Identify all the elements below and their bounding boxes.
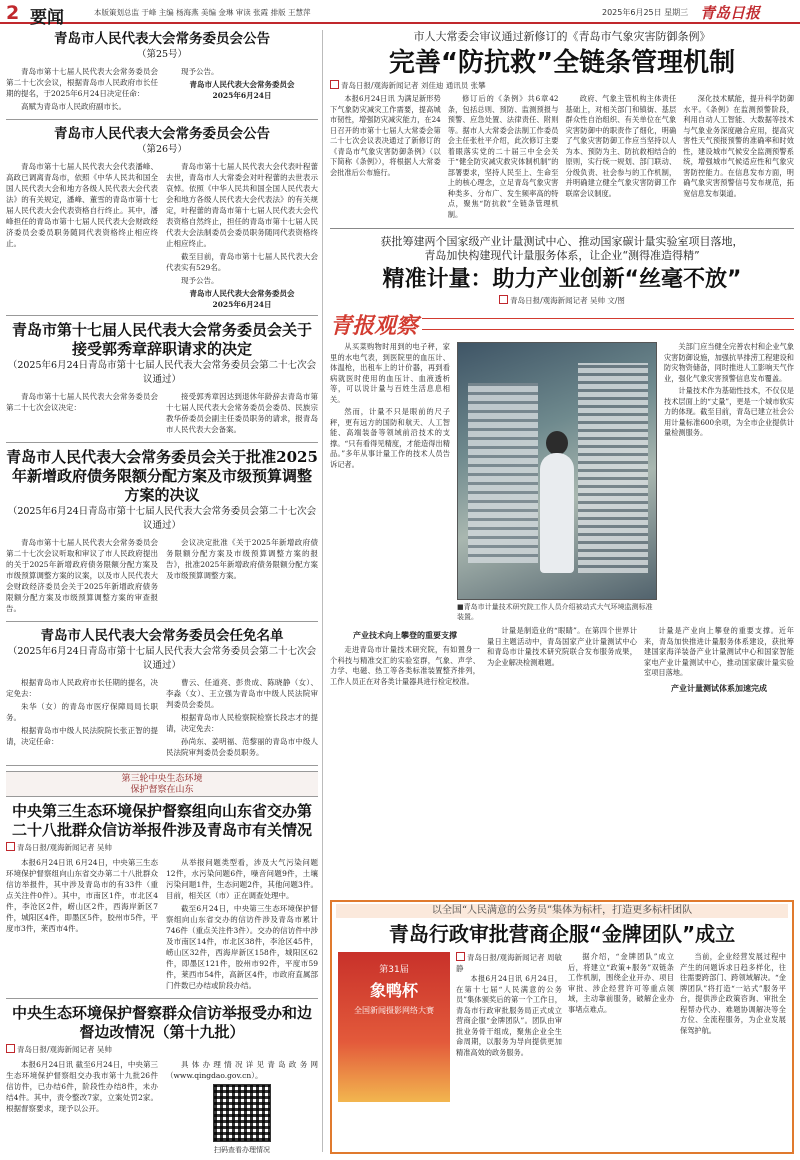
article-subheading: 产业计量测试体系加速完成 [671, 682, 767, 693]
article-text: 孙尚东、姜明福、范黎丽的青岛市中级人民法院审判委员会委员职务。 [166, 737, 318, 757]
article-text: 根据青岛市人民检察院检察长段志才的提请，决定免去： [166, 713, 318, 733]
notice-26 [6, 125, 318, 316]
contest-advert[interactable] [338, 952, 450, 1102]
article-kicker: 以全国“人民满意的公务员”集体为标杆，打造更多标杆团队 [336, 904, 788, 918]
byline-icon [6, 842, 15, 851]
series-banner-line: 保护督察在山东 [130, 785, 194, 795]
advert-text: 全国新闻摄影网络大赛 [354, 1006, 434, 1015]
resignation-decision [6, 321, 318, 443]
notice-text: 高赋为青岛市人民政府副市长。 [21, 102, 126, 111]
article-text: 本报6月24日讯 截至6月24日，中央第三生态环境保护督察组交办我市第十九批26件信访件，已办结6件，阶段性办结8件，未办结4件。其中，责令整改7家，立案处罚2家。根据督察要求，现予以公开。 [6, 1060, 158, 1113]
article-headline: 青岛行政审批营商企服“金牌团队”成立 [388, 922, 736, 946]
technician-figure [540, 453, 574, 573]
qr-code-icon[interactable] [213, 1084, 271, 1142]
article-headline: 精准计量：助力产业创新“丝毫不放” [382, 267, 742, 292]
article-byline: 青岛日报/观海新闻记者 周敏静 [456, 953, 562, 973]
article-text: 深化技术赋能，提升科学防御水平。《条例》在监测预警阶段，利用自动人工智能、大数据等技术与气象业务深度融合应用，提高灾害性天气预报预警的准确率和时效性，建设城市气候安全监测预警系统，增强城市气候适应性和气象灾害防控能力。在信息发布方面，明确气象灾害预警信号发布规范，拓宽信息发布渠道。 [683, 94, 794, 198]
article-kicker: 青岛加快构建现代计量服务体系，让企业“测得准造得精” [424, 249, 700, 262]
article-byline: 青岛日报/观海新闻记者 吴帅 [17, 843, 112, 852]
notice-date: 2025年6月24日 [212, 300, 272, 309]
banner-rule [422, 318, 794, 330]
article-subtitle: （2025年6月24日青岛市第十七届人民代表大会常务委员会第二十七次会议通过） [7, 360, 317, 385]
section-divider [330, 228, 794, 229]
byline-icon [456, 952, 465, 961]
article-subtitle: （2025年6月24日青岛市第十七届人民代表大会常务委员会第二十七次会议通过） [7, 506, 317, 531]
article-subheading: 产业技术向上攀登的重要支撑 [353, 630, 457, 640]
left-column [6, 30, 318, 1156]
advert-text: 第31届 [379, 965, 409, 975]
article-text: 曹云、任道亮、彭贵成、陈晓静（女）、李淼（女）、王立强为青岛市中级人民法院审判委员会委员。 [166, 678, 318, 709]
article-text: 接受郭秀章因达到退休年龄辞去青岛市第十七届人民代表大会常务委员会委员、民族宗教华侨委员会副主任委员职务的请求，报青岛市人民代表大会备案。 [166, 392, 318, 434]
byline-icon [499, 295, 508, 304]
article-text: 据介绍，“金牌团队”成立后，将建立“政策+服务”双链条工作机制，围绕企业开办、项目审批、涉企经营许可等重点领域，主动靠前服务，破解企业办事堵点难点。 [568, 952, 674, 1014]
article-text: 具体办理情况详见青岛政务网（www.qingdao.gov.cn）。 [166, 1060, 318, 1080]
article-text: 本报6月24日讯 6月24日，中央第三生态环境保护督察组向山东省交办第二十八批群众信访举报件，其中涉及青岛市的有33件（重点关注件0件）。其中，市南区1件，市北区4件，李沧区2件，崂山区2件，西海岸新区7件，城阳区4件，即墨区5件，胶州市5件，平度市3件，莱西市4件。 [6, 858, 158, 933]
article-text: 本报6月24日讯 为满足新形势下气象防灾减灾工作需要，提高城市韧性，增强防灾减灾能力，在24日召开的市第十七届人大常委会第二十七次会议表决通过了新修订的《青岛市气象灾害防御条例》（以下简称《条例》），将根据人大常委会批准后公布施行。 [330, 94, 441, 177]
staff-line: 本版策划总监 于峰 主编 杨海燕 美编 金琳 审读 张霞 排版 王慧萍 [94, 8, 311, 17]
article-text: 根据青岛市中级人民法院院长张正智的提请，决定任命： [6, 726, 158, 746]
article-text: 会议决定批准《关于2025年新增政府债务限额分配方案及市级预算调整方案的报告》，批准2025年新增政府债务限额分配方案及市级预算调整方案。 [166, 538, 318, 580]
notice-date: 2025年6月24日 [212, 91, 272, 100]
section-name: 要闻 [30, 8, 64, 28]
column-divider [322, 30, 323, 1152]
equipment-rack [578, 363, 648, 573]
article-headline: 完善“防抗救”全链条管理机制 [388, 48, 736, 78]
notice-title: 青岛市人民代表大会常务委员会公告 [54, 126, 270, 142]
advert-title: 象鸭杯 [369, 981, 418, 1000]
metrology-article [330, 235, 794, 698]
column-banner-label: 青报观察 [330, 312, 419, 339]
article-text: 当前，企业经营发展过程中产生的问题诉求日趋多样化，往往需要跨部门、跨领域解决。“金牌团队”将打造“一站式”服务平台，提供涉企政策咨询、审批全程帮办代办、难题协调解决等全方位、全流程服务，为企业发展保驾护航。 [680, 952, 786, 1035]
article-kicker: 市人大常委会审议通过新修订的《青岛市气象灾害防御条例》 [413, 30, 711, 43]
article-text: 朱华（女）的青岛市医疗保障局局长职务。 [6, 702, 158, 722]
budget-resolution [6, 448, 318, 622]
notice-text: 青岛市第十七届人民代表大会代表叶程蕾去世，青岛市人大常委会对叶程蕾的去世表示哀悼。依照《中华人民共和国全国人民代表大会和地方各级人民代表大会代表法》的有关规定，叶程蕾的青岛市第十七届人民代表大会代表资格自然终止，担任的青岛市第十七届人民代表大会法制委员会委员职务随同代表资格终止相应终止。 [166, 162, 318, 248]
notice-title: 青岛市人民代表大会常务委员会公告 [54, 31, 270, 47]
right-column [330, 30, 794, 698]
article-title: 中央生态环境保护督察群众信访举报受办和边督边改情况（第十九批） [11, 1004, 312, 1041]
article-kicker: 获批筹建两个国家级产业计量测试中心、推动国家碳计量实验室项目落地， [380, 235, 744, 248]
notice-text: 青岛市第十七届人民代表大会常务委员会第二十七次会议，根据青岛市人民政府市长任期的提名，于2025年6月24日决定任命： [6, 67, 158, 98]
article-text: 本报6月24日讯 6月24日，在第十七届“人民满意的公务员”集体颁奖后的第一个工作日，青岛市行政审批服务局正式成立营商企服“金牌团队”。团队由审批业务骨干组成，聚焦企业全生命周期，以服务为导向提供更加精准高效的政务服务。 [456, 974, 562, 1057]
article-text: 计量技术作为基础性技术，不仅仅是技术层面上的“丈量”，更是一个城市软实力的体现。截至目前，青岛已建立社会公用计量标准600余项，为全市企业提供计量检测服务。 [664, 386, 794, 437]
series-banner-line: 第三轮中央生态环境 [121, 774, 203, 784]
article-text: 青岛市第十七届人民代表大会常务委员会第二十七次会议听取和审议了市人民政府提出的关于2025年新增政府债务限额分配方案及市级预算调整方案的议案，以及市人民代表大会财政经济委员会关于2025年新增政府债务限额分配方案及市级预算调整方案的审查报告。 [6, 538, 158, 613]
issue-date: 2025年6月25日 星期三 [602, 8, 689, 17]
article-text: 关部门应当健全完善农村和企业气象灾害防御设施，加强抗旱排涝工程建设和防灾物资储备，同时推进人工影响天气作业，强化气象灾害预警信息发布覆盖。 [664, 342, 794, 383]
article-byline: 青岛日报/观海新闻记者 刘佳迪 通讯员 张攀 [341, 81, 486, 90]
byline-icon [6, 1044, 15, 1053]
notice-text: 现予公告。 [181, 276, 219, 285]
lab-photo [457, 342, 657, 600]
article-text: 走进青岛市计量技术研究院，有如置身一个科技与精准交汇的实验室群，气象、声学、力学、电磁、热工等各类标准装置整齐排列，工作人员正在对各类计量器具进行检定校准。 [330, 645, 480, 686]
notice-25 [6, 30, 318, 120]
column-banner [330, 306, 794, 342]
photo-caption: ■青岛市计量技术研究院工作人员介绍被动式大气环境监测标准装置。 [457, 603, 653, 621]
newspaper-logo: 青岛日报 [700, 4, 761, 22]
weather-regulation-article [330, 30, 794, 222]
notice-number: （第25号） [136, 49, 188, 60]
equipment-rack [468, 383, 538, 563]
notice-text: 青岛市第十七届人民代表大会代表潘峰、高政已调离青岛市，依照《中华人民共和国全国人民代表大会和地方各级人民代表大会代表法》的有关规定，潘峰、董雪的青岛市第十七届人民代表大会代表资格自行终止。其中，潘峰担任的青岛市第十七届人民代表大会财政经济委员会委员职务随同代表资格终止相应终止。 [6, 162, 158, 248]
article-byline: 青岛日报/观海新闻记者 吴帅 文/图 [510, 296, 625, 305]
article-text: 截至6月24日，中央第三生态环境保护督察组向山东省交办的信访件涉及青岛市累计746件（重点关注件3件）。交办的信访件中涉及市南区14件，市北区38件，李沧区45件，崂山区32件，西海岸新区158件，城阳区62件，即墨区121件，胶州市92件，平度市59件，莱西市54件，高新区4件，市政府直属部门件数已办结或阶段办结。 [166, 904, 318, 990]
byline-icon [330, 80, 339, 89]
article-text: 计量是产业向上攀登的重要支撑。近年来，青岛加快推进计量服务体系建设，获批筹建国家海洋装备产业计量测试中心和国家智能家电产业计量测试中心，推动国家碳计量实验室项目落地。 [644, 626, 794, 677]
section-number: 2 [6, 2, 20, 24]
technician-head [546, 431, 568, 455]
article-title: 青岛市人民代表大会常务委员会任免名单 [40, 628, 284, 644]
masthead [0, 0, 800, 28]
central-inspection-article-2 [6, 1004, 318, 1156]
article-text: 根据青岛市人民政府市长任期的提名，决定免去： [6, 678, 158, 698]
notice-number: （第26号） [136, 144, 188, 155]
central-inspection-article [6, 802, 318, 999]
article-text: 从举报问题类型看，涉及大气污染问题12件，水污染问题6件，噪音问题9件，土壤污染问题1件，生态问题2件，其他问题3件。目前，相关区（市）正在调查处理中。 [166, 858, 318, 900]
article-text: 修订后的《条例》共6章42条，包括总则、预防、监测预报与预警、应急处置、法律责任、附则等。据市人大常委会法制工作委员会主任张杜平介绍，此次修订主要着眼落实党的二十届三中全会关于“健全防灾减灾救灾体制机制”的部署要求，坚持人民至上、生命至上的核心理念，立足青岛气象灾害种类多、分布广、发生频率高的特点，聚焦“防抗救”全链条管理机制。 [447, 94, 559, 219]
article-text: 计量是制造业的“眼睛”。在第四个世界计量日主题活动中，青岛国家产业计量测试中心和青岛市计量技术研究院联合发布服务成果，为企业解决检测难题。 [487, 626, 637, 667]
article-subtitle: （2025年6月24日青岛市第十七届人民代表大会常务委员会第二十七次会议通过） [7, 646, 317, 671]
notice-signature: 青岛市人民代表大会常务委员会 [189, 80, 295, 89]
notice-signature: 青岛市人民代表大会常务委员会 [189, 289, 295, 298]
notice-text: 现予公告。 [181, 67, 219, 76]
approval-team-article [330, 900, 794, 1154]
article-byline: 青岛日报/观海新闻记者 吴帅 [17, 1045, 112, 1054]
article-text: 然而，计量不只是眼前的尺子秤，更有远方的国防和航天、人工智能、高端装备等领域前沿技术的支撑。“只有看得见精度，才能造得出精品。”多年从事计量工作的技术人员告诉记者。 [330, 407, 450, 469]
series-banner [6, 771, 318, 797]
article-text: 政府、气象主管机构主体责任基础上，对相关部门和镇街、基层群众性自治组织、有关单位在气象灾害防御中的职责作了细化，明确了气象灾害防御工作应当坚持以人为本、预防为主、防抗救相结合的原则，实行统一规划、部门联动、分级负责、社会参与的工作机制，并明确建立健全气象灾害防御工作联席会议制度。 [565, 94, 677, 198]
notice-text: 截至目前，青岛市第十七届人民代表大会代表实有529名。 [166, 252, 318, 272]
appointment-list [6, 627, 318, 766]
article-title: 青岛市人民代表大会常务委员会关于批准2025年新增政府债务限额分配方案及市级预算调整方案的决议 [6, 448, 318, 504]
article-title: 青岛市第十七届人民代表大会常务委员会关于接受郭秀章辞职请求的决定 [11, 321, 312, 358]
qr-caption: 扫码查看办理情况 [214, 1146, 270, 1154]
article-text: 青岛市第十七届人民代表大会常务委员会第二十七次会议决定： [6, 392, 158, 412]
article-text: 从买菜购物时用到的电子秤，家里的水电气表，到医院里的血压计、体温枪，出租车上的计价器，再到看病就医时使用的血压计、血液透析等，可以说计量与百姓生活息息相关。 [330, 342, 450, 404]
article-title: 中央第三生态环境保护督察组向山东省交办第二十八批群众信访举报件涉及青岛市有关情况 [11, 802, 312, 839]
